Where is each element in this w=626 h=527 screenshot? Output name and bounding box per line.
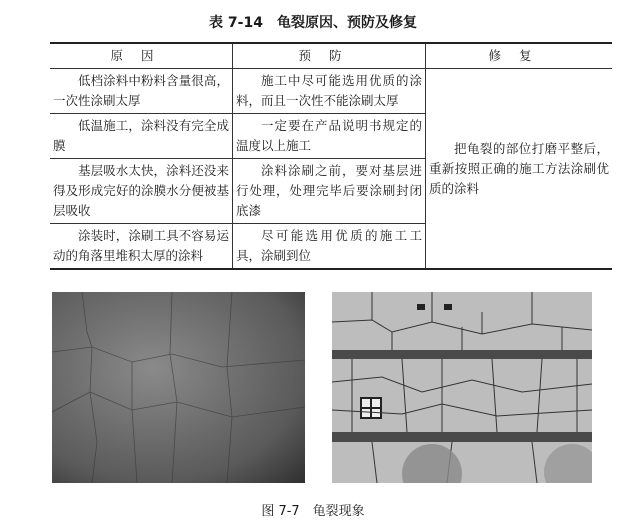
prevention-cell: 涂料涂刷之前，要对基层进行处理，处理完毕后要涂刷封闭底漆 <box>233 159 426 224</box>
building-facade <box>332 292 592 483</box>
table-header-row <box>50 43 612 69</box>
prevention-cell: 一定要在产品说明书规定的温度以上施工 <box>233 114 426 159</box>
repair-cell: 把龟裂的部位打磨平整后，重新按照正确的施工方法涂刷优质的涂料 <box>426 69 613 270</box>
cause-cell: 涂装时，涂刷工具不容易运动的角落里堆积太厚的涂料 <box>50 224 233 270</box>
figure-caption: 图 7-7 龟裂现象 <box>261 504 365 519</box>
crack-pattern <box>52 292 305 483</box>
cause-cell: 低档涂料中粉料含量很高，一次性涂刷太厚 <box>50 69 233 114</box>
cause-cell: 低温施工，涂料没有完全成膜 <box>50 114 233 159</box>
cracked-wall-photo-left <box>52 292 305 483</box>
table-row <box>50 69 612 114</box>
cracked-building-photo-right <box>332 292 592 483</box>
header-repair: 修复 <box>426 43 613 69</box>
cracking-table <box>50 42 612 270</box>
header-cause: 原因 <box>50 43 233 69</box>
header-prevention: 预防 <box>233 43 426 69</box>
table-title: 表 7-14 龟裂原因、预防及修复 <box>209 15 417 31</box>
prevention-cell: 施工中尽可能选用优质的涂料，而且一次性不能涂刷太厚 <box>233 69 426 114</box>
prevention-cell: 尽可能选用优质的施工工具，涂刷到位 <box>233 224 426 270</box>
cause-cell: 基层吸水太快，涂料还没来得及形成完好的涂膜水分便被基层吸收 <box>50 159 233 224</box>
